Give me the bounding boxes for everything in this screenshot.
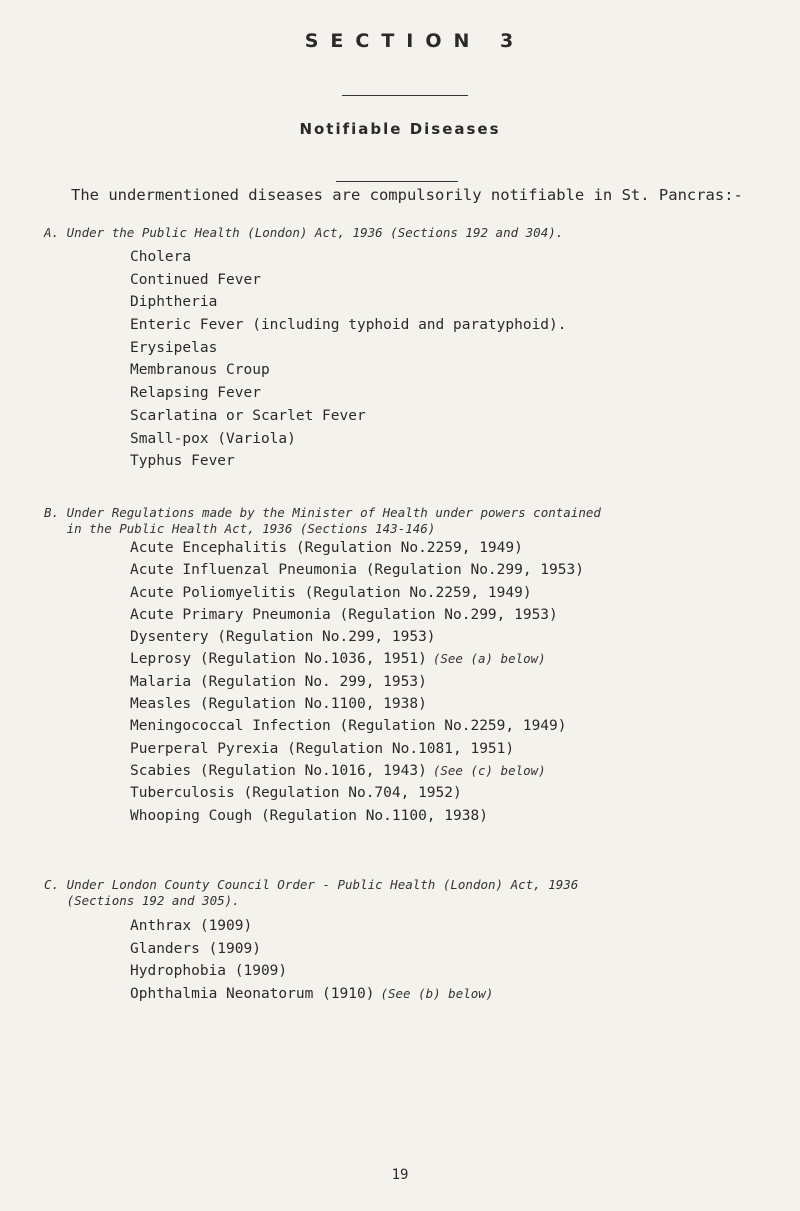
group-b-heading: B. Under Regulations made by the Minister of Health under powers contained in the Public Health Act, 1936 (Sections 143-146): [44, 505, 601, 536]
list-item: [130, 537, 590, 559]
list-item: [130, 582, 590, 604]
list-item: Small-pox (Variola): [130, 430, 296, 447]
list-item: [130, 915, 493, 938]
list-item: [130, 715, 590, 737]
page-number: 19: [391, 1167, 409, 1183]
list-item: Erysipelas: [130, 339, 218, 356]
list-item: Continued Fever: [130, 271, 261, 288]
divider-rule: [342, 95, 468, 96]
list-item: [130, 782, 590, 804]
list-item: Membranous Croup: [130, 362, 270, 379]
list-item: [130, 626, 590, 648]
group-c-heading: C. Under London County Council Order - Public Health (London) Act, 1936 (Sections 192 and 305).: [44, 877, 579, 908]
list-item: Scarlatina or Scarlet Fever: [130, 407, 366, 424]
item-text: Acute Poliomyelitis (Regulation No.2259, 1949): [130, 584, 532, 601]
list-item: [130, 960, 493, 983]
list-item: Typhus Fever: [130, 453, 235, 470]
list-item: [130, 760, 590, 782]
item-text: Scabies (Regulation No.1016, 1943): [130, 762, 427, 779]
item-text: Tuberculosis (Regulation No.704, 1952): [130, 785, 462, 802]
divider-rule: [336, 181, 458, 182]
item-text: Acute Encephalitis (Regulation No.2259, 1949): [130, 540, 523, 556]
item-text: Meningococcal Infection (Regulation No.2259, 1949): [130, 718, 567, 735]
section-title: SECTION 3: [304, 30, 526, 52]
item-text: Malaria (Regulation No. 299, 1953): [130, 673, 427, 690]
list-item: Cholera: [130, 249, 192, 265]
intro-text: The undermentioned diseases are compulsorily notifiable in St. Pancras:-: [71, 186, 743, 204]
item-text: Puerperal Pyrexia (Regulation No.1081, 1951): [130, 740, 515, 757]
list-item: [130, 604, 590, 626]
item-text: Hydrophobia (1909): [130, 963, 288, 980]
page-heading: Notifiable Diseases: [299, 120, 501, 138]
group-b-list: [130, 537, 590, 827]
item-text: Anthrax (1909): [130, 918, 253, 934]
item-text: Dysentery (Regulation No.299, 1953): [130, 629, 436, 646]
list-item: Enteric Fever (including typhoid and paratyphoid).: [130, 317, 567, 334]
item-text: Measles (Regulation No.1100, 1938): [130, 696, 427, 713]
item-text: Whooping Cough (Regulation No.1100, 1938): [130, 807, 488, 824]
item-note: (See (b) below): [380, 986, 494, 1002]
list-item: [130, 693, 590, 715]
list-item: [130, 805, 590, 827]
item-text: Acute Primary Pneumonia (Regulation No.299, 1953): [130, 606, 558, 623]
group-a-list: [130, 246, 567, 473]
item-text: Acute Influenzal Pneumonia (Regulation No.299, 1953): [130, 562, 584, 579]
group-c-list: [130, 915, 493, 1006]
list-item: [130, 648, 590, 670]
list-item: Diphtheria: [130, 294, 218, 311]
list-item: [130, 738, 590, 760]
list-item: [130, 938, 493, 961]
item-note: (See (a) below): [432, 651, 546, 667]
item-note: (See (c) below): [432, 762, 546, 778]
item-text: Leprosy (Regulation No.1036, 1951): [130, 651, 427, 668]
list-item: [130, 559, 590, 581]
item-text: Glanders (1909): [130, 940, 261, 957]
list-item: [130, 983, 493, 1006]
list-item: Relapsing Fever: [130, 385, 261, 402]
list-item: [130, 671, 590, 693]
item-text: Ophthalmia Neonatorum (1910): [130, 986, 375, 1003]
group-a-heading: A. Under the Public Health (London) Act, 1936 (Sections 192 and 304).: [44, 225, 564, 240]
